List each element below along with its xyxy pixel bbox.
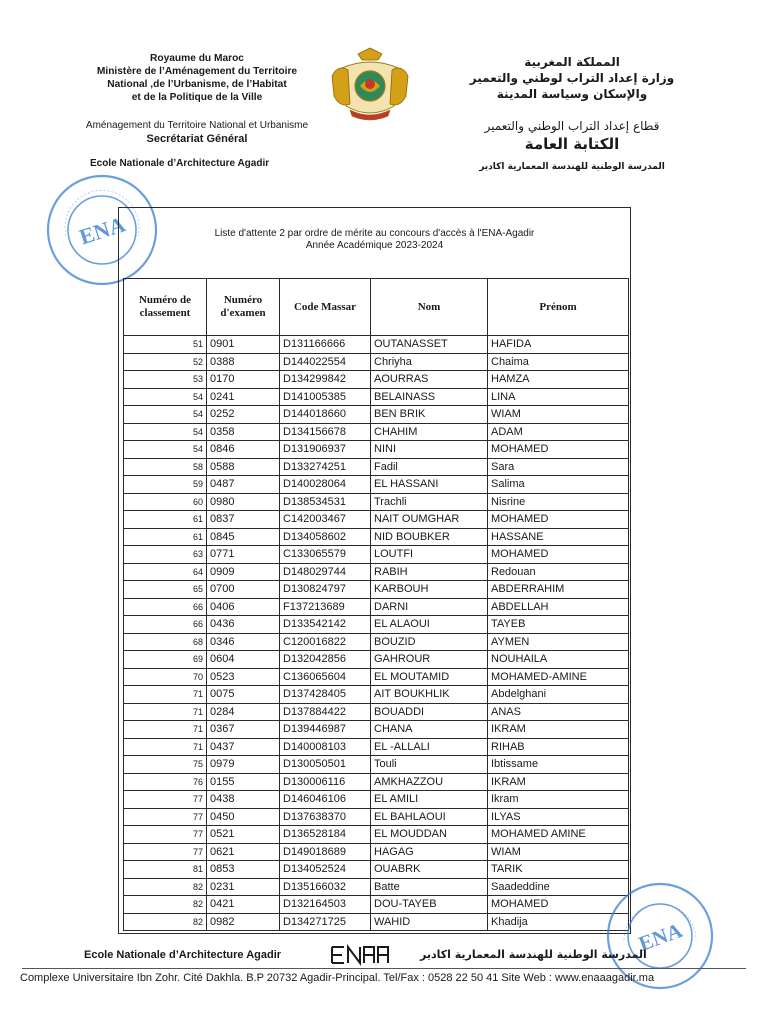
footer-school-name-fr: Ecole Nationale d’Architecture Agadir [84,949,282,961]
rank-cell: 82 [124,896,207,914]
column-header-massar-code: Code Massar [280,279,371,336]
table-row [124,388,629,406]
list-title-line1: Liste d'attente 2 par ordre de mérite au concours d'accès à l'ENA-Agadir [214,228,535,239]
last-name-cell: BOUZID [371,633,488,651]
table-row [124,563,629,581]
table-row [124,511,629,529]
table-row [124,878,629,896]
first-name-cell: Saadeddine [488,878,629,896]
massar-code-cell: D135166032 [280,878,371,896]
rank-cell: 54 [124,441,207,459]
rank-cell: 71 [124,686,207,704]
exam-number-cell: 0421 [207,896,280,914]
first-name-cell: Khadija [488,913,629,931]
last-name-cell: BELAINASS [371,388,488,406]
first-name-cell: RIHAB [488,738,629,756]
exam-number-cell: 0284 [207,703,280,721]
first-name-cell: NOUHAILA [488,651,629,669]
table-row [124,546,629,564]
svg-text:ENA: ENA [76,211,129,250]
massar-code-cell: D137638370 [280,808,371,826]
exam-number-cell: 0388 [207,353,280,371]
table-row [124,703,629,721]
last-name-cell: AMKHAZZOU [371,773,488,791]
ministry-name-ar-line1: وزارة إعداد التراب لوطني والتعمير [469,71,675,85]
massar-code-cell: D146046106 [280,791,371,809]
rank-cell: 54 [124,423,207,441]
column-header-rank: Numéro de classement [124,279,207,336]
table-row [124,721,629,739]
first-name-cell: HASSANE [488,528,629,546]
header-right [442,54,702,175]
table-row [124,336,629,354]
massar-code-cell: D133274251 [280,458,371,476]
last-name-cell: Batte [371,878,488,896]
massar-code-cell: D137884422 [280,703,371,721]
last-name-cell: GAHROUR [371,651,488,669]
rank-cell: 63 [124,546,207,564]
last-name-cell: Touli [371,756,488,774]
table-row [124,423,629,441]
first-name-cell: IKRAM [488,773,629,791]
rank-cell: 53 [124,371,207,389]
column-header-exam-number: Numéro d'examen [207,279,280,336]
first-name-cell: ANAS [488,703,629,721]
footer-address: Complexe Universitaire Ibn Zohr. Cité Dakhla. B.P 20732 Agadir-Principal. Tel/Fax : 0528 22 50 41 Site Web : www.enaaagadir.ma [20,972,655,984]
last-name-cell: OUTANASSET [371,336,488,354]
last-name-cell: NID BOUBKER [371,528,488,546]
exam-number-cell: 0367 [207,721,280,739]
rank-cell: 59 [124,476,207,494]
table-row [124,598,629,616]
rank-cell: 82 [124,913,207,931]
massar-code-cell: D144018660 [280,406,371,424]
massar-code-cell: D138534531 [280,493,371,511]
first-name-cell: AYMEN [488,633,629,651]
table-row [124,441,629,459]
first-name-cell: HAMZA [488,371,629,389]
massar-code-cell: D137428405 [280,686,371,704]
exam-number-cell: 0845 [207,528,280,546]
exam-number-cell: 0982 [207,913,280,931]
massar-code-cell: D134052524 [280,861,371,879]
rank-cell: 77 [124,826,207,844]
ministry-name-ar-line2: والإسكان وسياسة المدينة [496,87,648,101]
table-row [124,353,629,371]
rank-cell: 69 [124,651,207,669]
last-name-cell: EL HASSANI [371,476,488,494]
exam-number-cell: 0604 [207,651,280,669]
last-name-cell: LOUTFI [371,546,488,564]
exam-number-cell: 0436 [207,616,280,634]
first-name-cell: MOHAMED [488,896,629,914]
exam-number-cell: 0980 [207,493,280,511]
kingdom-name-ar: المملكة المغربية [524,55,620,69]
first-name-cell: ABDERRAHIM [488,581,629,599]
exam-number-cell: 0487 [207,476,280,494]
first-name-cell: MOHAMED AMINE [488,826,629,844]
exam-number-cell: 0231 [207,878,280,896]
last-name-cell: AOURRAS [371,371,488,389]
exam-number-cell: 0837 [207,511,280,529]
last-name-cell: RABIH [371,563,488,581]
list-title [119,228,630,252]
massar-code-cell: D140028064 [280,476,371,494]
rank-cell: 52 [124,353,207,371]
last-name-cell: AIT BOUKHLIK [371,686,488,704]
exam-number-cell: 0437 [207,738,280,756]
header-left [66,52,328,170]
rank-cell: 70 [124,668,207,686]
rank-cell: 71 [124,703,207,721]
massar-code-cell: D148029744 [280,563,371,581]
rank-cell: 66 [124,616,207,634]
rank-cell: 66 [124,598,207,616]
table-row [124,476,629,494]
table-row [124,843,629,861]
first-name-cell: Ibtissame [488,756,629,774]
massar-code-cell: D134156678 [280,423,371,441]
secretariat-name-ar: الكتابة العامة [524,135,620,153]
last-name-cell: CHANA [371,721,488,739]
last-name-cell: BOUADDI [371,703,488,721]
first-name-cell: ABDELLAH [488,598,629,616]
first-name-cell: Salima [488,476,629,494]
first-name-cell: Abdelghani [488,686,629,704]
last-name-cell: DARNI [371,598,488,616]
column-header-first-name: Prénom [488,279,629,336]
massar-code-cell: D133542142 [280,616,371,634]
ranking-table [123,278,629,931]
exam-number-cell: 0450 [207,808,280,826]
rank-cell: 77 [124,843,207,861]
exam-number-cell: 0588 [207,458,280,476]
first-name-cell: Redouan [488,563,629,581]
rank-cell: 77 [124,808,207,826]
last-name-cell: HAGAG [371,843,488,861]
first-name-cell: TARIK [488,861,629,879]
last-name-cell: BEN BRIK [371,406,488,424]
exam-number-cell: 0241 [207,388,280,406]
first-name-cell: TAYEB [488,616,629,634]
first-name-cell: ILYAS [488,808,629,826]
list-title-line2: Année Académique 2023-2024 [305,240,444,251]
last-name-cell: CHAHIM [371,423,488,441]
first-name-cell: Chaima [488,353,629,371]
massar-code-cell: D132042856 [280,651,371,669]
school-name-fr: Ecole Nationale d’Architecture Agadir [90,158,270,169]
kingdom-name-fr: Royaume du Maroc [150,53,244,64]
enaa-logo-icon [330,944,392,966]
rank-cell: 82 [124,878,207,896]
last-name-cell: EL MOUTAMID [371,668,488,686]
massar-code-cell: D149018689 [280,843,371,861]
last-name-cell: EL BAHLAOUI [371,808,488,826]
massar-code-cell: D136528184 [280,826,371,844]
table-row [124,738,629,756]
first-name-cell: Sara [488,458,629,476]
ministry-name-line3: et de la Politique de la Ville [131,92,263,103]
rank-cell: 71 [124,721,207,739]
exam-number-cell: 0358 [207,423,280,441]
exam-number-cell: 0406 [207,598,280,616]
rank-cell: 75 [124,756,207,774]
first-name-cell: Ikram [488,791,629,809]
rank-cell: 61 [124,528,207,546]
first-name-cell: HAFIDA [488,336,629,354]
first-name-cell: MOHAMED [488,511,629,529]
table-row [124,406,629,424]
massar-code-cell: D130050501 [280,756,371,774]
first-name-cell: WIAM [488,406,629,424]
table-row [124,616,629,634]
table-row [124,896,629,914]
first-name-cell: IKRAM [488,721,629,739]
ranking-panel [118,207,631,934]
table-body [124,336,629,931]
first-name-cell: MOHAMED [488,441,629,459]
exam-number-cell: 0075 [207,686,280,704]
exam-number-cell: 0901 [207,336,280,354]
department-name-ar: قطاع إعداد التراب الوطني والتعمير [484,119,660,133]
first-name-cell: LINA [488,388,629,406]
last-name-cell: Chriyha [371,353,488,371]
massar-code-cell: D130824797 [280,581,371,599]
table-row [124,913,629,931]
table-row [124,668,629,686]
table-row [124,773,629,791]
rank-cell: 64 [124,563,207,581]
last-name-cell: OUABRK [371,861,488,879]
table-row [124,581,629,599]
table-row [124,686,629,704]
massar-code-cell: D130006116 [280,773,371,791]
exam-number-cell: 0771 [207,546,280,564]
table-row [124,528,629,546]
last-name-cell: EL ALAOUI [371,616,488,634]
rank-cell: 77 [124,791,207,809]
ministry-name-line1: Ministère de l’Aménagement du Territoire [96,66,298,77]
rank-cell: 71 [124,738,207,756]
rank-cell: 60 [124,493,207,511]
last-name-cell: NAIT OUMGHAR [371,511,488,529]
last-name-cell: EL MOUDDAN [371,826,488,844]
department-name-fr: Aménagement du Territoire National et Urbanisme [85,120,309,131]
column-header-last-name: Nom [371,279,488,336]
first-name-cell: MOHAMED-AMINE [488,668,629,686]
last-name-cell: EL AMILI [371,791,488,809]
rank-cell: 81 [124,861,207,879]
exam-number-cell: 0252 [207,406,280,424]
last-name-cell: Fadil [371,458,488,476]
table-row [124,493,629,511]
rank-cell: 51 [124,336,207,354]
first-name-cell: MOHAMED [488,546,629,564]
last-name-cell: NINI [371,441,488,459]
massar-code-cell: C120016822 [280,633,371,651]
secretariat-name-fr: Secrétariat Général [146,133,248,145]
coat-of-arms-emblem [328,46,412,124]
last-name-cell: KARBOUH [371,581,488,599]
exam-number-cell: 0846 [207,441,280,459]
rank-cell: 54 [124,388,207,406]
first-name-cell: WIAM [488,843,629,861]
first-name-cell: Nisrine [488,493,629,511]
rank-cell: 61 [124,511,207,529]
table-row [124,633,629,651]
rank-cell: 54 [124,406,207,424]
table-row [124,756,629,774]
school-name-ar: المدرسة الوطنية للهندسة المعمارية اكادير [479,162,665,172]
massar-code-cell: D144022554 [280,353,371,371]
massar-code-cell: D134299842 [280,371,371,389]
exam-number-cell: 0346 [207,633,280,651]
exam-number-cell: 0521 [207,826,280,844]
exam-number-cell: 0853 [207,861,280,879]
footer-school-name-ar: المدرسة الوطنية للهندسة المعمارية اكادير [420,948,647,961]
massar-code-cell: C142003467 [280,511,371,529]
table-row [124,861,629,879]
exam-number-cell: 0621 [207,843,280,861]
exam-number-cell: 0700 [207,581,280,599]
table-row [124,458,629,476]
footer-divider [22,968,746,969]
ministry-name-line2: National ,de l’Urbanisme, de l’Habitat [107,79,287,90]
table-header-row [124,279,629,336]
massar-code-cell: C136065604 [280,668,371,686]
massar-code-cell: D140008103 [280,738,371,756]
exam-number-cell: 0170 [207,371,280,389]
table-row [124,651,629,669]
massar-code-cell: C133065579 [280,546,371,564]
massar-code-cell: D134058602 [280,528,371,546]
exam-number-cell: 0909 [207,563,280,581]
table-row [124,808,629,826]
massar-code-cell: D131906937 [280,441,371,459]
last-name-cell: EL -ALLALI [371,738,488,756]
exam-number-cell: 0155 [207,773,280,791]
massar-code-cell: D132164503 [280,896,371,914]
last-name-cell: DOU-TAYEB [371,896,488,914]
table-row [124,371,629,389]
rank-cell: 65 [124,581,207,599]
exam-number-cell: 0438 [207,791,280,809]
table-row [124,791,629,809]
rank-cell: 58 [124,458,207,476]
massar-code-cell: D131166666 [280,336,371,354]
last-name-cell: Trachli [371,493,488,511]
rank-cell: 68 [124,633,207,651]
svg-text:ENA: ENA [635,918,686,956]
massar-code-cell: D134271725 [280,913,371,931]
exam-number-cell: 0523 [207,668,280,686]
exam-number-cell: 0979 [207,756,280,774]
massar-code-cell: F137213689 [280,598,371,616]
table-row [124,826,629,844]
massar-code-cell: D141005385 [280,388,371,406]
first-name-cell: ADAM [488,423,629,441]
rank-cell: 76 [124,773,207,791]
massar-code-cell: D139446987 [280,721,371,739]
last-name-cell: WAHID [371,913,488,931]
